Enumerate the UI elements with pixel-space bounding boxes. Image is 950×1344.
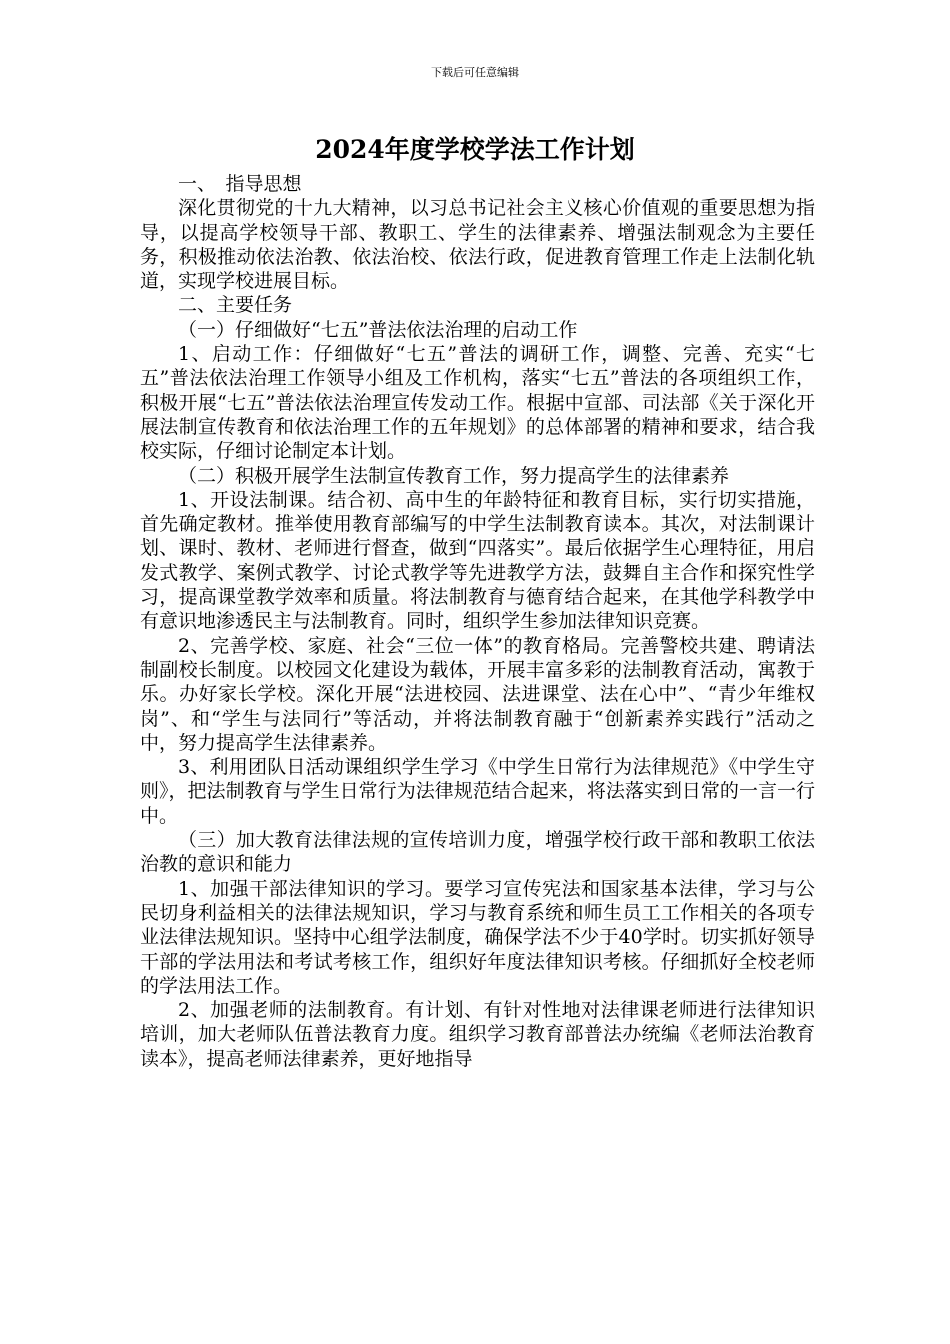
subsection-heading-1: （一）仔细做好“七五”普法依法治理的启动工作 xyxy=(178,318,578,341)
paragraph: 2、加强老师的法制教育。有计划、有针对性地对法律课老师进行法律知识培训，加大老师队伍普法教育力度。组织学习教育部普法办统编《老师法治教育读本》，提高老师法律素养，更好地指导 xyxy=(140,999,815,1070)
subsection-heading-2: （二）积极开展学生法制宣传教育工作，努力提高学生的法律素养 xyxy=(178,464,730,487)
paragraph: 1、启动工作：仔细做好“七五”普法的调研工作，调整、完善、充实“七五”普法依法治理工作领导小组及工作机构，落实“七五”普法的各项组织工作，积极开展“七五”普法依法治理宣传发动工作。根据中宣部、司法部《关于深化开展法制宣传教育和依法治理工作的五年规划》的总体部署的精神和要求，结合我校实际，仔细讨论制定本计划。 xyxy=(140,343,815,463)
header-note: 下载后可任意编辑 xyxy=(431,66,519,79)
document-body xyxy=(140,172,815,1071)
section-heading-guiding-ideology: 一、 指导思想 xyxy=(178,173,302,195)
paragraph: 1、开设法制课。结合初、高中生的年龄特征和教育目标，实行切实措施，首先确定教材。推举使用教育部编写的中学生法制教育读本。其次，对法制课计划、课时、教材、老师进行督查，做到“四落实”。最后依据学生心理特征，用启发式教学、案例式教学、讨论式教学等先进教学方法，鼓舞自主合作和探究性学习，提高课堂教学效率和质量。将法制教育与德育结合起来，在其他学科教学中有意识地渗透民主与法制教育。同时，组织学生参加法律知识竞赛。 xyxy=(140,488,815,633)
paragraph: 3、利用团队日活动课组织学生学习《中学生日常行为法律规范》《中学生守则》，把法制教育与学生日常行为法律规范结合起来，将法落实到日常的一言一行中。 xyxy=(140,756,815,827)
subsection-heading-3: （三）加大教育法律法规的宣传培训力度，增强学校行政干部和教职工依法治教的意识和能力 xyxy=(140,829,815,876)
paragraph: 1、加强干部法律知识的学习。要学习宣传宪法和国家基本法律，学习与公民切身利益相关的法律法规知识，学习与教育系统和师生员工工作相关的各项专业法律法规知识。坚持中心组学法制度，确保学法不少于40学时。切实抓好领导干部的学法用法和考试考核工作，组织好年度法律知识考核。仔细抓好全校老师的学法用法工作。 xyxy=(140,877,815,997)
section-heading-main-tasks: 二、主要任务 xyxy=(178,294,293,317)
document-title: 2024年度学校学法工作计划 xyxy=(315,135,635,164)
paragraph: 深化贯彻党的十九大精神，以习总书记社会主义核心价值观的重要思想为指导，以提高学校领导干部、教职工、学生的法律素养、增强法制观念为主要任务，积极推动依法治教、依法治校、依法行政，促进教育管理工作走上法制化轨道，实现学校进展目标。 xyxy=(140,197,815,293)
paragraph: 2、完善学校、家庭、社会“三位一体”的教育格局。完善警校共建、聘请法制副校长制度。以校园文化建设为载体，开展丰富多彩的法制教育活动，寓教于乐。办好家长学校。深化开展“法进校园、法进课堂、法在心中”、“青少年维权岗”、和“学生与法同行”等活动，并将法制教育融于“创新素养实践行”活动之中，努力提高学生法律素养。 xyxy=(140,634,815,754)
